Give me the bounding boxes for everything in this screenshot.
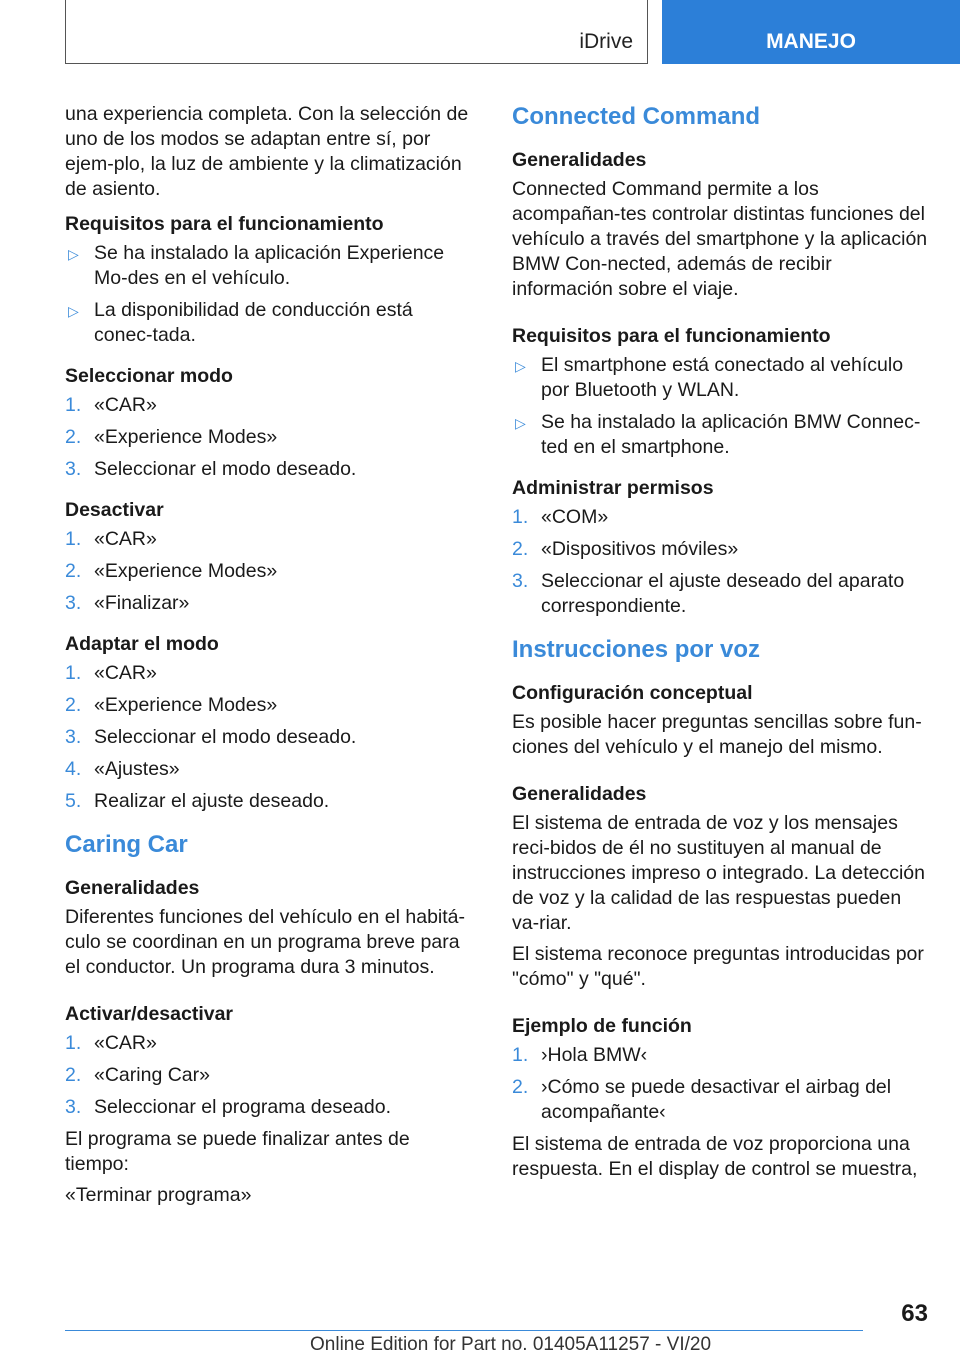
- cc-general-heading: Generalidades: [512, 149, 647, 171]
- list-item: ▷ La disponibilidad de conducción está conec‐tada.: [68, 299, 413, 346]
- list-item: 3. «Finalizar»: [65, 592, 190, 614]
- voice-general-text-2: El sistema reconoce preguntas introducidas por "cómo" y "qué".: [512, 943, 924, 990]
- step-number: 1.: [65, 662, 82, 684]
- list-item: 3. Seleccionar el modo deseado.: [65, 726, 357, 748]
- list-item: 1. ›Hola BMW‹: [512, 1044, 648, 1066]
- step-number: 2.: [65, 1064, 82, 1086]
- list-item: 3. Seleccionar el programa deseado.: [65, 1096, 392, 1118]
- caring-car-title: Caring Car: [65, 831, 188, 858]
- triangle-bullet-icon: ▷: [68, 246, 79, 262]
- activate-heading: Activar/desactivar: [65, 1003, 234, 1025]
- step-number: 3.: [65, 592, 82, 614]
- list-item: 1. «CAR»: [65, 662, 157, 684]
- select-mode-heading: Seleccionar modo: [65, 365, 233, 387]
- step-number: 4.: [65, 758, 82, 780]
- deactivate-section: [65, 498, 475, 616]
- step-number: 1.: [65, 528, 82, 550]
- concept-heading: Configuración conceptual: [512, 682, 753, 704]
- cc-general-text: Connected Command permite a los acompañan‐tes controlar distintas funciones del vehículo a través del smartphone y la aplicación BMW Con‐nected, además de recibir información sobre el viaje.: [512, 178, 928, 300]
- deactivate-steps: [65, 527, 475, 616]
- step-number: 3.: [512, 570, 529, 592]
- list-item: 1. «CAR»: [65, 1032, 157, 1054]
- deactivate-heading: Desactivar: [65, 499, 164, 521]
- caring-general-text: Diferentes funciones del vehículo en el habitá‐culo se coordinan en un programa breve para el conductor. Un programa dura 3 minutos.: [65, 906, 465, 978]
- list-item: 1. «COM»: [512, 506, 609, 528]
- chapter-tab: MANEJO: [662, 0, 960, 64]
- edition-text: Online Edition for Part no. 01405A11257 - VI/20: [310, 1334, 712, 1355]
- permissions-section: [512, 476, 928, 619]
- triangle-bullet-icon: ▷: [68, 303, 79, 319]
- step-number: 3.: [65, 726, 82, 748]
- step-number: 1.: [65, 394, 82, 416]
- triangle-bullet-icon: ▷: [515, 358, 526, 374]
- step-number: 2.: [512, 538, 529, 560]
- example-heading: Ejemplo de función: [512, 1015, 692, 1037]
- list-item: ▷ Se ha instalado la aplicación Experience Mo‐des en el vehículo.: [68, 242, 445, 289]
- select-mode-section: [65, 364, 475, 482]
- step-number: 1.: [65, 1032, 82, 1054]
- left-column: [65, 102, 475, 1218]
- adapt-mode-steps: [65, 661, 475, 814]
- list-item: ▷ El smartphone está conectado al vehículo por Bluetooth y WLAN.: [515, 354, 904, 401]
- voice-general-heading: Generalidades: [512, 783, 647, 805]
- step-number: 1.: [512, 506, 529, 528]
- adapt-mode-heading: Adaptar el modo: [65, 633, 219, 655]
- page-number: 63: [901, 1300, 928, 1327]
- example-section: [512, 1014, 928, 1125]
- voice-instructions-title: Instrucciones por voz: [512, 636, 761, 663]
- voice-general-text-1: El sistema de entrada de voz y los mensajes reci‐bidos de él no sustituyen al manual de instrucciones impreso o integrado. La detección de voz y la calidad de las respuestas pueden va‐riar.: [512, 812, 925, 934]
- section-tab: [65, 0, 648, 64]
- list-item: 5. Realizar el ajuste deseado.: [65, 790, 330, 812]
- section-label: iDrive: [579, 30, 633, 53]
- list-item: 2. «Caring Car»: [65, 1064, 210, 1086]
- step-number: 2.: [65, 426, 82, 448]
- list-item: 1. «CAR»: [65, 528, 157, 550]
- concept-text: Es posible hacer preguntas sencillas sobre fun‐ciones del vehículo y el manejo del mismo.: [512, 711, 922, 758]
- example-text: El sistema de entrada de voz proporciona una respuesta. En el display de control se muestra,: [512, 1133, 918, 1180]
- step-number: 3.: [65, 1096, 82, 1118]
- triangle-bullet-icon: ▷: [515, 415, 526, 431]
- connected-command-title: Connected Command: [512, 103, 761, 130]
- step-number: 2.: [65, 560, 82, 582]
- adapt-mode-section: [65, 632, 475, 814]
- list-item: 2. «Experience Modes»: [65, 560, 278, 582]
- list-item: 2. «Experience Modes»: [65, 426, 278, 448]
- requirements-heading: Requisitos para el funcionamiento: [65, 213, 384, 235]
- example-steps: [512, 1043, 928, 1125]
- activate-section: [65, 1002, 475, 1120]
- right-column: [512, 102, 928, 1192]
- list-item: 3. Seleccionar el ajuste deseado del aparato correspondiente.: [512, 570, 905, 617]
- step-number: 1.: [512, 1044, 529, 1066]
- cc-requirements-section: [512, 324, 928, 460]
- step-number: 2.: [512, 1076, 529, 1098]
- list-item: 4. «Ajustes»: [65, 758, 180, 780]
- requirements-section: [65, 212, 475, 348]
- activate-steps: [65, 1031, 475, 1120]
- step-number: 3.: [65, 458, 82, 480]
- cc-requirements-heading: Requisitos para el funcionamiento: [512, 325, 831, 347]
- list-item: 3. Seleccionar el modo deseado.: [65, 458, 357, 480]
- list-item: 2. «Dispositivos móviles»: [512, 538, 739, 560]
- cc-requirements-list: [512, 353, 928, 460]
- step-number: 2.: [65, 694, 82, 716]
- select-mode-steps: [65, 393, 475, 482]
- list-item: ▷ Se ha instalado la aplicación BMW Connec‐ted en el smartphone.: [515, 411, 921, 458]
- intro-paragraph: una experiencia completa. Con la selección de uno de los modos se adaptan entre sí, por ejem‐plo, la luz de ambiente y la climatización de asiento.: [65, 103, 469, 200]
- permissions-heading: Administrar permisos: [512, 477, 714, 499]
- end-program-text: El programa se puede finalizar antes de tiempo:: [65, 1128, 410, 1175]
- step-number: 5.: [65, 790, 82, 812]
- page-header: [0, 0, 960, 66]
- list-item: 2. «Experience Modes»: [65, 694, 278, 716]
- footer-divider: [65, 1330, 863, 1331]
- list-item: 1. «CAR»: [65, 394, 157, 416]
- caring-general-heading: Generalidades: [65, 877, 200, 899]
- requirements-list: [65, 241, 475, 348]
- list-item: 2. ›Cómo se puede desactivar el airbag del acompañante‹: [512, 1076, 892, 1123]
- permissions-steps: [512, 505, 928, 619]
- end-program-action: «Terminar programa»: [65, 1184, 252, 1206]
